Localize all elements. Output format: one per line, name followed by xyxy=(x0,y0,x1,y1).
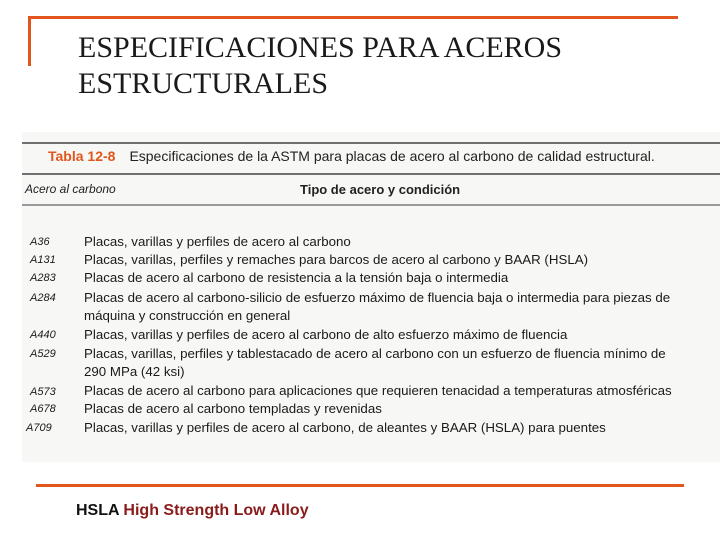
row-code-a283: A283 xyxy=(30,272,56,284)
footnote xyxy=(76,502,309,520)
table-row xyxy=(84,400,714,418)
row-desc-line: Placas, varillas, perfiles y remaches para barcos de acero al carbono y BAAR (HSLA) xyxy=(84,252,589,267)
row-desc-line: Placas de acero al carbono-silicio de esfuerzo máximo de fluencia baja o intermedia para piezas de xyxy=(84,290,671,305)
table-row xyxy=(84,251,714,269)
row-desc-line: Placas, varillas y perfiles de acero al carbono xyxy=(84,234,351,249)
table-row xyxy=(84,269,714,287)
slide-title xyxy=(78,30,698,102)
table-row xyxy=(84,419,714,437)
footnote-expansion: High Strength Low Alloy xyxy=(123,502,309,519)
table-rule-top xyxy=(22,142,720,144)
table-caption-text: Especificaciones de la ASTM para placas de acero al carbono de calidad estructural. xyxy=(129,148,655,164)
row-desc-line: Placas de acero al carbono templadas y revenidas xyxy=(84,401,382,416)
table-rule-header-top xyxy=(22,173,720,175)
row-code-a573: A573 xyxy=(30,386,56,398)
table-caption xyxy=(48,148,655,164)
slide-title-line-1: ESPECIFICACIONES PARA ACEROS xyxy=(78,31,563,64)
table-number: Tabla 12-8 xyxy=(48,148,116,164)
frame-left-line xyxy=(28,16,31,66)
table-row xyxy=(84,345,714,381)
table-rule-header-bottom xyxy=(22,204,720,206)
row-code-a709: A709 xyxy=(26,422,52,434)
footer-rule xyxy=(36,484,684,487)
column-header-steel: Acero al carbono xyxy=(25,182,116,196)
row-code-a440: A440 xyxy=(30,329,56,341)
slide-title-line-2: ESTRUCTURALES xyxy=(78,67,329,100)
row-desc-line: máquina y construcción en general xyxy=(84,308,291,323)
row-code-a36: A36 xyxy=(30,236,50,248)
row-code-a131: A131 xyxy=(30,254,56,266)
table-row xyxy=(84,326,714,344)
table-row xyxy=(84,382,714,400)
row-desc-line: Placas de acero al carbono de resistencia a la tensión baja o intermedia xyxy=(84,270,509,285)
row-desc-line: Placas de acero al carbono para aplicaciones que requieren tenacidad a temperaturas atmosféricas xyxy=(84,383,672,398)
table-row xyxy=(84,289,714,325)
column-header-type: Tipo de acero y condición xyxy=(300,182,461,197)
row-desc-line: Placas, varillas y perfiles de acero al carbono de alto esfuerzo máximo de fluencia xyxy=(84,327,568,342)
specifications-table xyxy=(22,132,720,462)
table-row xyxy=(84,233,714,251)
footnote-abbreviation: HSLA xyxy=(76,502,119,519)
row-code-a529: A529 xyxy=(30,348,56,360)
row-code-a284: A284 xyxy=(30,292,56,304)
row-desc-line: 290 MPa (42 ksi) xyxy=(84,364,185,379)
row-desc-line: Placas, varillas y perfiles de acero al carbono, de aleantes y BAAR (HSLA) para puentes xyxy=(84,420,606,435)
frame-top-line xyxy=(28,16,678,19)
row-code-a678: A678 xyxy=(30,403,56,415)
row-desc-line: Placas, varillas, perfiles y tablestacado de acero al carbono con un esfuerzo de fluencia mínimo de xyxy=(84,346,666,361)
